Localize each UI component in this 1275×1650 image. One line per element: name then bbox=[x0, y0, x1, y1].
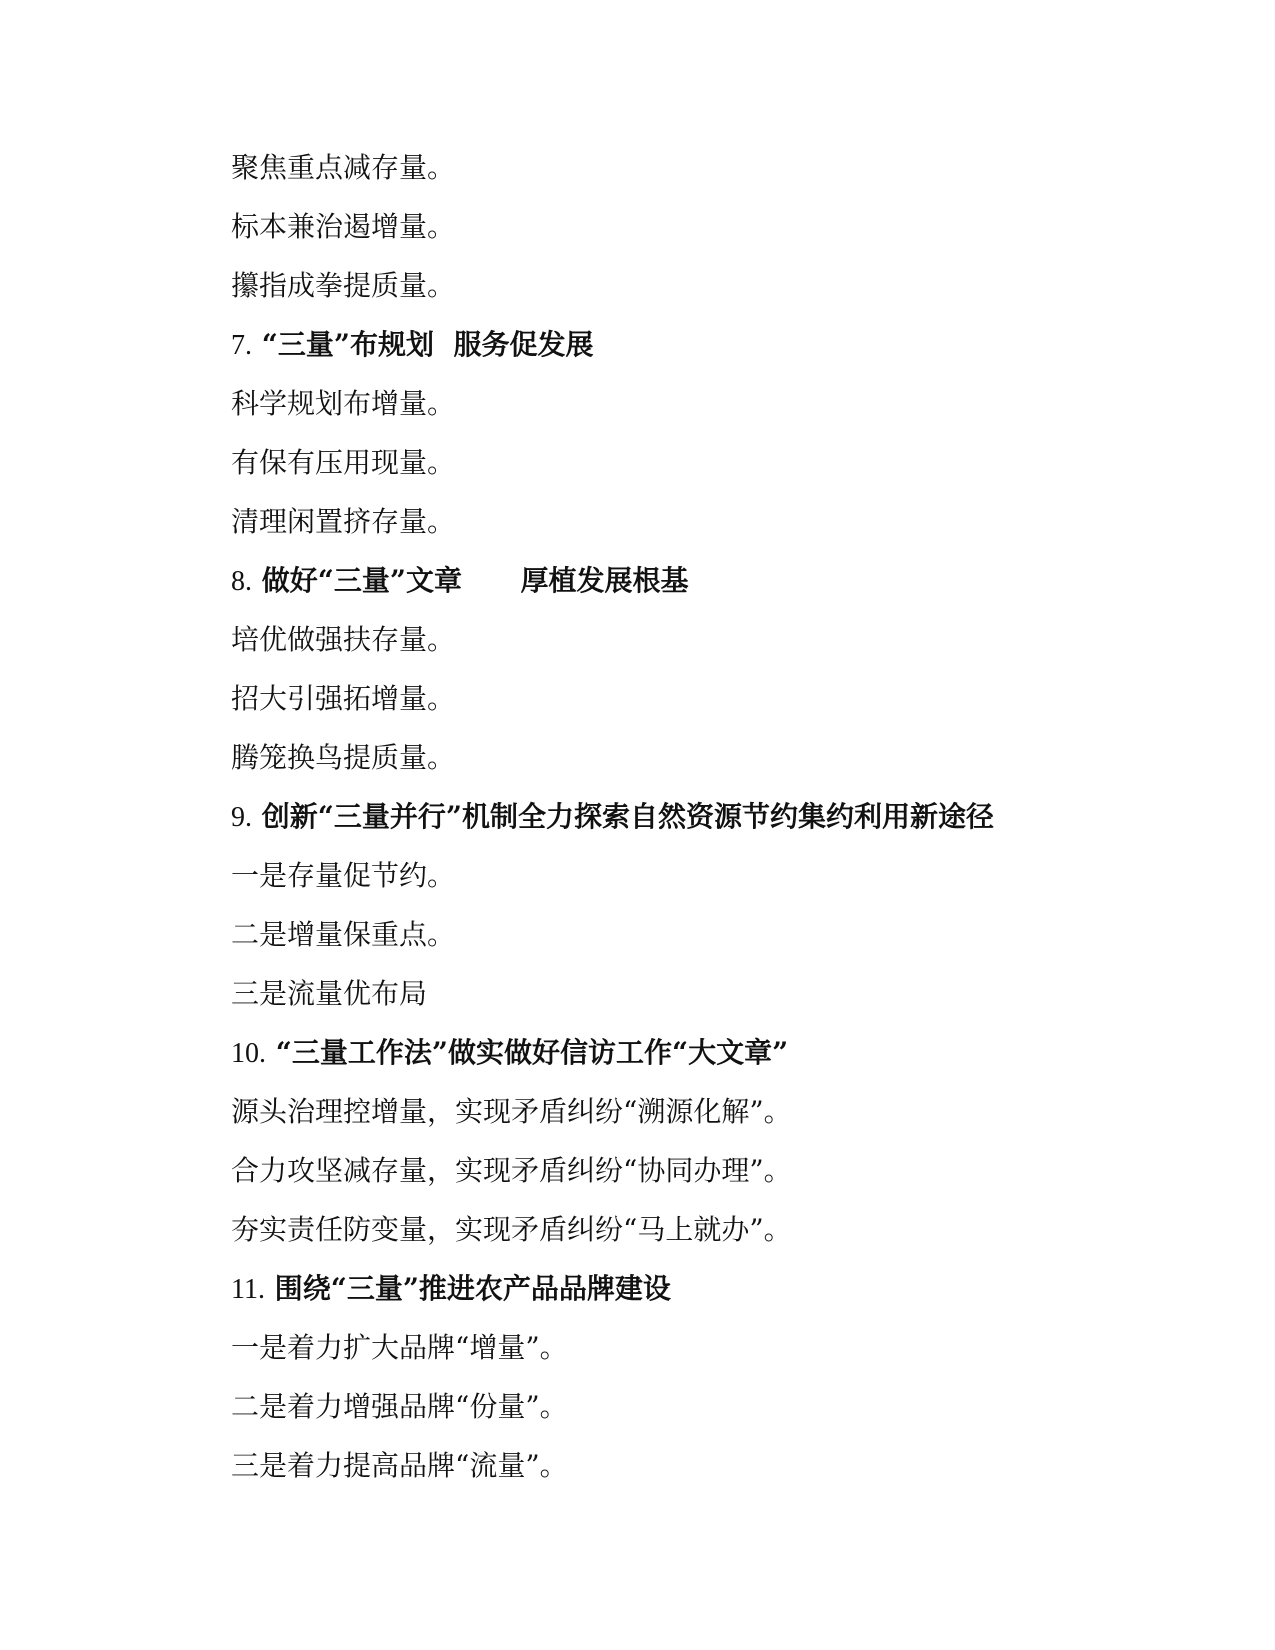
line-text: 攥指成拳提质量。 bbox=[231, 269, 456, 302]
line-text: 有保有压用现量。 bbox=[231, 446, 456, 479]
line-text: 源头治理控增量，实现矛盾纠纷“溯源化解”。 bbox=[231, 1095, 792, 1128]
list-item bbox=[231, 728, 1131, 787]
section-number: 7. bbox=[231, 330, 252, 361]
line-text: 清理闲置挤存量。 bbox=[231, 505, 456, 538]
section-heading bbox=[231, 787, 1131, 846]
section-title: 创新“三量并行”机制全力探索自然资源节约集约利用新途径 bbox=[261, 800, 994, 833]
section-number: 8. bbox=[231, 566, 252, 597]
list-item bbox=[231, 1200, 1131, 1259]
document-body bbox=[231, 138, 1131, 1495]
list-item bbox=[231, 1141, 1131, 1200]
section-title: 围绕“三量”推进农产品品牌建设 bbox=[274, 1272, 671, 1305]
line-text: 科学规划布增量。 bbox=[231, 387, 456, 420]
line-text: 腾笼换鸟提质量。 bbox=[231, 741, 456, 774]
line-text: 二是增量保重点。 bbox=[231, 918, 456, 951]
list-item bbox=[231, 374, 1131, 433]
list-item bbox=[231, 1377, 1131, 1436]
list-item bbox=[231, 610, 1131, 669]
line-text: 标本兼治遏增量。 bbox=[231, 210, 456, 243]
line-text: 培优做强扶存量。 bbox=[231, 623, 456, 656]
line-text: 合力攻坚减存量，实现矛盾纠纷“协同办理”。 bbox=[231, 1154, 792, 1187]
list-item bbox=[231, 1318, 1131, 1377]
list-item bbox=[231, 905, 1131, 964]
line-text: 聚焦重点减存量。 bbox=[231, 151, 456, 184]
section-number: 11. bbox=[231, 1274, 265, 1305]
list-item bbox=[231, 964, 1131, 1023]
list-item bbox=[231, 846, 1131, 905]
list-item bbox=[231, 138, 1131, 197]
line-text: 三是流量优布局 bbox=[231, 977, 428, 1010]
line-text: 一是存量促节约。 bbox=[231, 859, 456, 892]
line-text: 夯实责任防变量，实现矛盾纠纷“马上就办”。 bbox=[231, 1213, 792, 1246]
section-title: “三量”布规划 服务促发展 bbox=[261, 328, 594, 361]
section-heading bbox=[231, 1259, 1131, 1318]
list-item bbox=[231, 197, 1131, 256]
list-item bbox=[231, 256, 1131, 315]
section-title: 做好“三量”文章 厚植发展根基 bbox=[261, 564, 689, 597]
list-item bbox=[231, 433, 1131, 492]
list-item bbox=[231, 492, 1131, 551]
list-item bbox=[231, 1082, 1131, 1141]
section-title: “三量工作法”做实做好信访工作“大文章” bbox=[275, 1036, 789, 1069]
list-item bbox=[231, 1436, 1131, 1495]
section-number: 9. bbox=[231, 802, 252, 833]
list-item bbox=[231, 669, 1131, 728]
section-number: 10. bbox=[231, 1038, 266, 1069]
line-text: 三是着力提高品牌“流量”。 bbox=[231, 1449, 568, 1482]
section-heading bbox=[231, 315, 1131, 374]
line-text: 一是着力扩大品牌“增量”。 bbox=[231, 1331, 568, 1364]
section-heading bbox=[231, 1023, 1131, 1082]
line-text: 招大引强拓增量。 bbox=[231, 682, 456, 715]
section-heading bbox=[231, 551, 1131, 610]
line-text: 二是着力增强品牌“份量”。 bbox=[231, 1390, 568, 1423]
